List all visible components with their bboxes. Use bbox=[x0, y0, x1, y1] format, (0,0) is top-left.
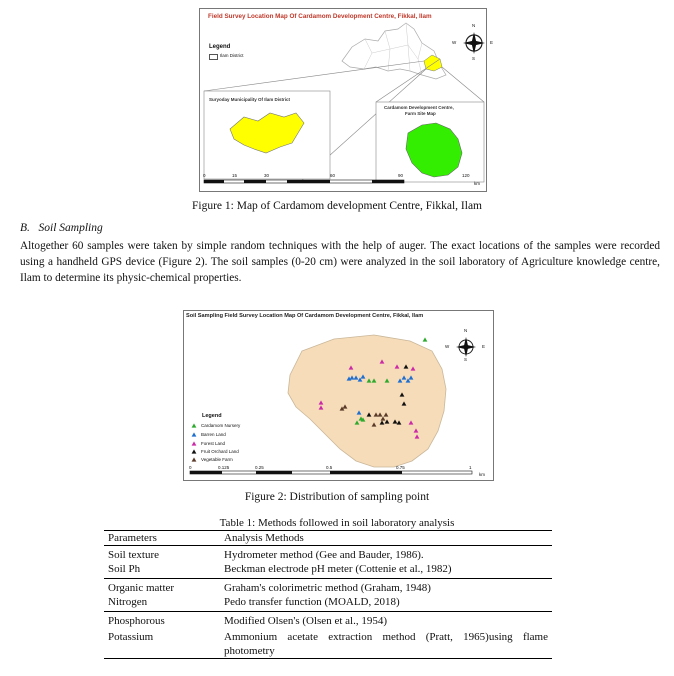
ilam-district-outline bbox=[342, 23, 446, 79]
scale1-label-60: 60 bbox=[330, 173, 336, 178]
figure2-map bbox=[183, 310, 494, 481]
scale2-unit: km bbox=[479, 472, 485, 477]
legend-marker bbox=[192, 423, 197, 427]
scale1-label-30: 30 bbox=[264, 173, 270, 178]
method-cell: Pedo transfer function (MOALD, 2018) bbox=[224, 596, 400, 608]
scale1-label-0: 0 bbox=[203, 173, 206, 178]
compass-e: E bbox=[490, 40, 494, 45]
inset-right-title-1: Cardamom Development Centre, bbox=[384, 105, 454, 110]
method-cell: Graham's colorimetric method (Graham, 1948) bbox=[220, 579, 552, 596]
figure2-title: Soil Sampling Field Survey Location Map Of Cardamom Development Centre, Fikkal, Ilam bbox=[186, 313, 424, 319]
section-heading-label: B. bbox=[20, 222, 30, 234]
scale1-unit: km bbox=[474, 181, 480, 186]
scale1-label-90: 90 bbox=[398, 173, 404, 178]
compass2-s: S bbox=[464, 357, 468, 362]
legend-label-cardamom: Cardamom Nursery bbox=[201, 423, 241, 428]
scale2-label-05: 0.5 bbox=[326, 465, 333, 470]
table-row bbox=[104, 595, 552, 612]
param-cell: Soil Ph bbox=[108, 563, 141, 575]
legend-marker bbox=[192, 457, 197, 461]
scale1-label-15: 15 bbox=[232, 173, 238, 178]
figure2-map-graphic bbox=[184, 311, 493, 480]
methods-table-wrap bbox=[104, 530, 552, 659]
compass-rose-2 bbox=[456, 337, 476, 357]
table-row bbox=[104, 579, 552, 596]
method-cell: Ammonium acetate extraction method (Pratt, 1965)using flame photometry bbox=[220, 628, 552, 659]
scale1-label-120: 120 bbox=[462, 173, 470, 178]
method-cell: Beckman electrode pH meter (Cottenie et al., 1982) bbox=[224, 563, 452, 575]
farm-area bbox=[288, 335, 446, 467]
figure1-caption: Figure 1: Map of Cardamom development Centre, Fikkal, Ilam bbox=[192, 200, 482, 212]
figure1-legend-title: Legend bbox=[209, 44, 231, 50]
scale-bar-2 bbox=[190, 471, 472, 474]
scale2-label-075: 0.75 bbox=[396, 465, 405, 470]
table1-caption: Table 1: Methods followed in soil laboratory analysis bbox=[219, 517, 455, 529]
legend-label-forest: Forest Land bbox=[201, 441, 226, 446]
figure1-map bbox=[199, 8, 494, 192]
compass-rose bbox=[463, 32, 485, 54]
legend-label-vegetable: Vegetable Farm bbox=[201, 457, 233, 462]
scale2-label-1: 1 bbox=[469, 465, 472, 470]
compass-s: S bbox=[472, 56, 476, 61]
figure2-legend-title: Legend bbox=[202, 413, 222, 419]
table-row bbox=[104, 562, 552, 579]
table-header-row bbox=[104, 531, 552, 546]
methods-table bbox=[104, 530, 552, 659]
sample-point bbox=[423, 337, 428, 341]
inset-left-title: Suryoday Municipality Of Ilam District bbox=[209, 97, 291, 102]
section-paragraph: Altogether 60 samples were taken by simple random techniques with the help of auger. The exact locations of the samples were recorded using a handheld GPS device (Figure 2). The soil samples (0-20 cm) were analyzed in the soil laboratory of Agriculture knowledge centre, Ilam to determine its physic-chemical properties. bbox=[20, 240, 660, 284]
param-cell: Phosphorous bbox=[104, 612, 220, 629]
inset-right-title-2: Farm Site Map bbox=[405, 111, 436, 116]
method-cell: Modified Olsen's (Olsen et al., 1954) bbox=[220, 612, 552, 629]
scale2-label-025: 0.25 bbox=[255, 465, 264, 470]
header-methods: Analysis Methods bbox=[220, 531, 552, 546]
legend-marker bbox=[192, 432, 197, 436]
legend-marker bbox=[192, 441, 197, 445]
legend-marker bbox=[192, 449, 197, 453]
scale2-label-0: 0 bbox=[189, 465, 192, 470]
param-cell: Potassium bbox=[104, 628, 220, 659]
figure1-legend-item: Ilam District bbox=[220, 53, 244, 58]
legend-label-orchard: Fruit Orchard Land bbox=[201, 449, 239, 454]
compass-w: W bbox=[452, 40, 457, 45]
legend-swatch-ilam bbox=[209, 54, 218, 60]
figure2-caption: Figure 2: Distribution of sampling point bbox=[244, 491, 430, 503]
method-cell: Hydrometer method (Gee and Bauder, 1986). bbox=[224, 549, 424, 561]
figure1-title: Field Survey Location Map Of Cardamom Development Centre, Fikkal, Ilam bbox=[208, 13, 432, 20]
table-row bbox=[104, 546, 552, 563]
header-parameters: Parameters bbox=[104, 531, 220, 546]
legend-label-barren: Barren Land bbox=[201, 432, 226, 437]
compass2-e: E bbox=[482, 344, 486, 349]
table-row bbox=[104, 612, 552, 629]
param-cell: Nitrogen bbox=[108, 596, 148, 608]
table-row bbox=[104, 628, 552, 659]
legend-markers bbox=[192, 423, 197, 461]
param-cell: Organic matter bbox=[104, 579, 220, 596]
section-heading bbox=[20, 222, 103, 234]
compass2-n: N bbox=[464, 328, 468, 333]
compass2-w: W bbox=[445, 344, 450, 349]
section-heading-text: Soil Sampling bbox=[38, 222, 103, 234]
scale2-label-0125: 0.125 bbox=[218, 465, 230, 470]
param-cell: Soil texture bbox=[108, 549, 160, 561]
compass-n: N bbox=[472, 23, 476, 28]
scale-bar-1 bbox=[204, 180, 404, 183]
